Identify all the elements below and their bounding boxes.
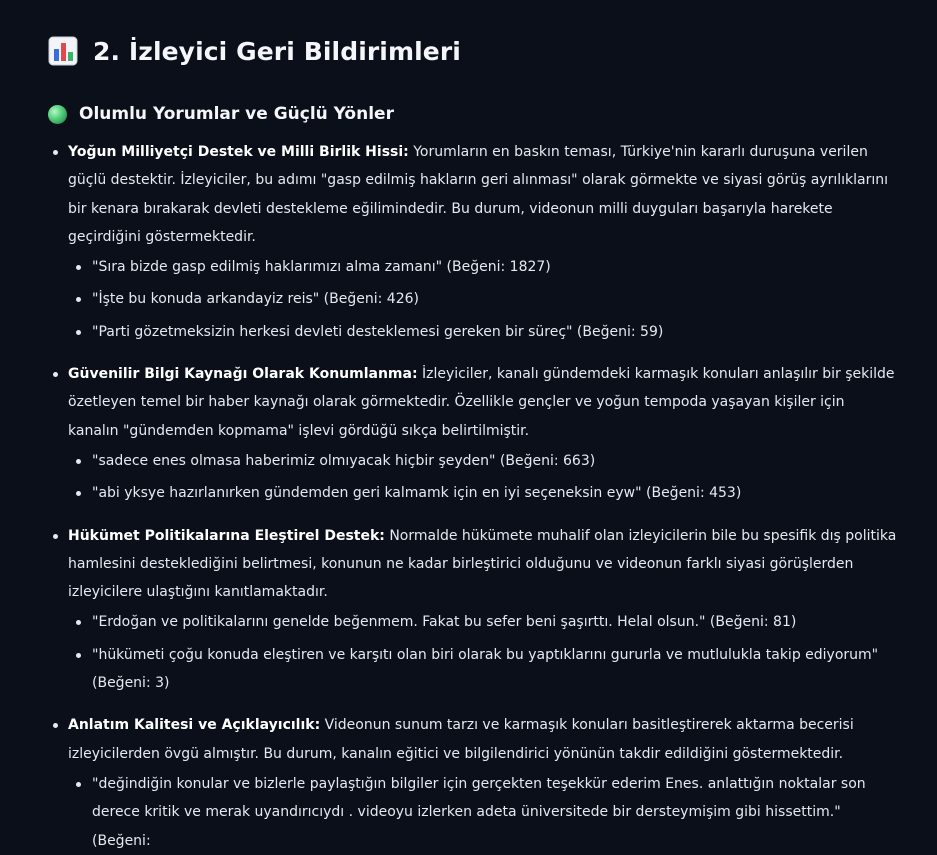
list-item [48,138,898,346]
list-item [48,360,898,507]
section-heading [48,36,937,66]
quote-list [68,608,898,697]
section-heading-text: 2. İzleyici Geri Bildirimleri [93,36,461,66]
quote-list [68,447,898,508]
green-circle-icon [48,105,67,124]
feedback-list [48,138,898,855]
quote-item: "Parti gözetmeksizin herkesi devleti desteklemesi gereken bir süreç" (Beğeni: 59) [68,318,898,346]
bar-chart-icon [48,36,78,66]
subsection-heading [48,104,937,124]
quote-item: "Sıra bizde gasp edilmiş haklarımızı alma zamanı" (Beğeni: 1827) [68,253,898,281]
quote-item: "hükümeti çoğu konuda eleştiren ve karşıtı olan biri olarak bu yaptıklarını gururla ve mutlulukla takip ediyorum" (Beğeni: 3) [68,641,898,698]
quote-item: "İşte bu konuda arkandayiz reis" (Beğeni: 426) [68,285,898,313]
item-title: Güvenilir Bilgi Kaynağı Olarak Konumlanma: [68,366,418,383]
item-text: Yorumların en baskın teması, Türkiye'nin kararlı duruşuna verilen güçlü destektir. İzleyiciler, bu adımı "gasp edilmiş hakların geri alınması" olarak görmekte ve siyasi görüş ayrılıklarını bir kenara bırakarak devleti destekleme eğilimindedir. Bu durum, videonun milli duyguları başarıyla harekete geçirdiğini göstermektedir. [68,144,888,245]
quote-item: "abi yksye hazırlanırken gündemden geri kalmamk için en iyi seçeneksin eyw" (Beğeni: 453) [68,479,898,507]
list-item [48,711,898,854]
item-text: Videonun sunum tarzı ve karmaşık konuları basitleştirerek aktarma becerisi izleyicilerden övgü almıştır. Bu durum, kanalın eğitici ve bilgilendirici yönünün takdir edildiğini göstermektedir. [68,717,854,762]
quote-list [68,770,898,855]
item-text: Normalde hükümete muhalif olan izleyicilerin bile bu spesifik dış politika hamlesini desteklediğini belirtmesi, konunun ne kadar birleştirici olduğunu ve videonun farklı siyasi görüşlerden izleyicilere ulaştığını kanıtlamaktadır. [68,527,897,601]
quote-item: "değindiğin konular ve bizlerle paylaştığın bilgiler için gerçekten teşekkür ederim Enes. anlattığın noktalar son derece kritik ve merak uyandırıcıydı . videoyu izlerken adeta üniversitede bir dersteymişim gibi hissettim." (Beğeni: [68,770,898,855]
quote-item: "sadece enes olmasa haberimiz olmıyacak hiçbir şeyden" (Beğeni: 663) [68,447,898,475]
item-title: Yoğun Milliyetçi Destek ve Milli Birlik Hissi: [68,144,409,160]
list-item [48,522,898,698]
item-text: İzleyiciler, kanalı gündemdeki karmaşık konuları anlaşılır bir şekilde özetleyen temel bir haber kaynağı olarak görmektedir. Özellikle gençler ve yoğun tempoda yaşayan kişiler için kanalın "gündemden kopmama" işlevi gördüğü sıkça belirtilmiştir. [68,366,895,439]
item-title: Hükümet Politikalarına Eleştirel Destek: [68,527,385,544]
subsection-heading-text: Olumlu Yorumlar ve Güçlü Yönler [79,104,394,124]
quote-list [68,253,898,346]
item-title: Anlatım Kalitesi ve Açıklayıcılık: [68,717,321,734]
quote-item: "Erdoğan ve politikalarını genelde beğenmem. Fakat bu sefer beni şaşırttı. Helal olsun." (Beğeni: 81) [68,608,898,636]
